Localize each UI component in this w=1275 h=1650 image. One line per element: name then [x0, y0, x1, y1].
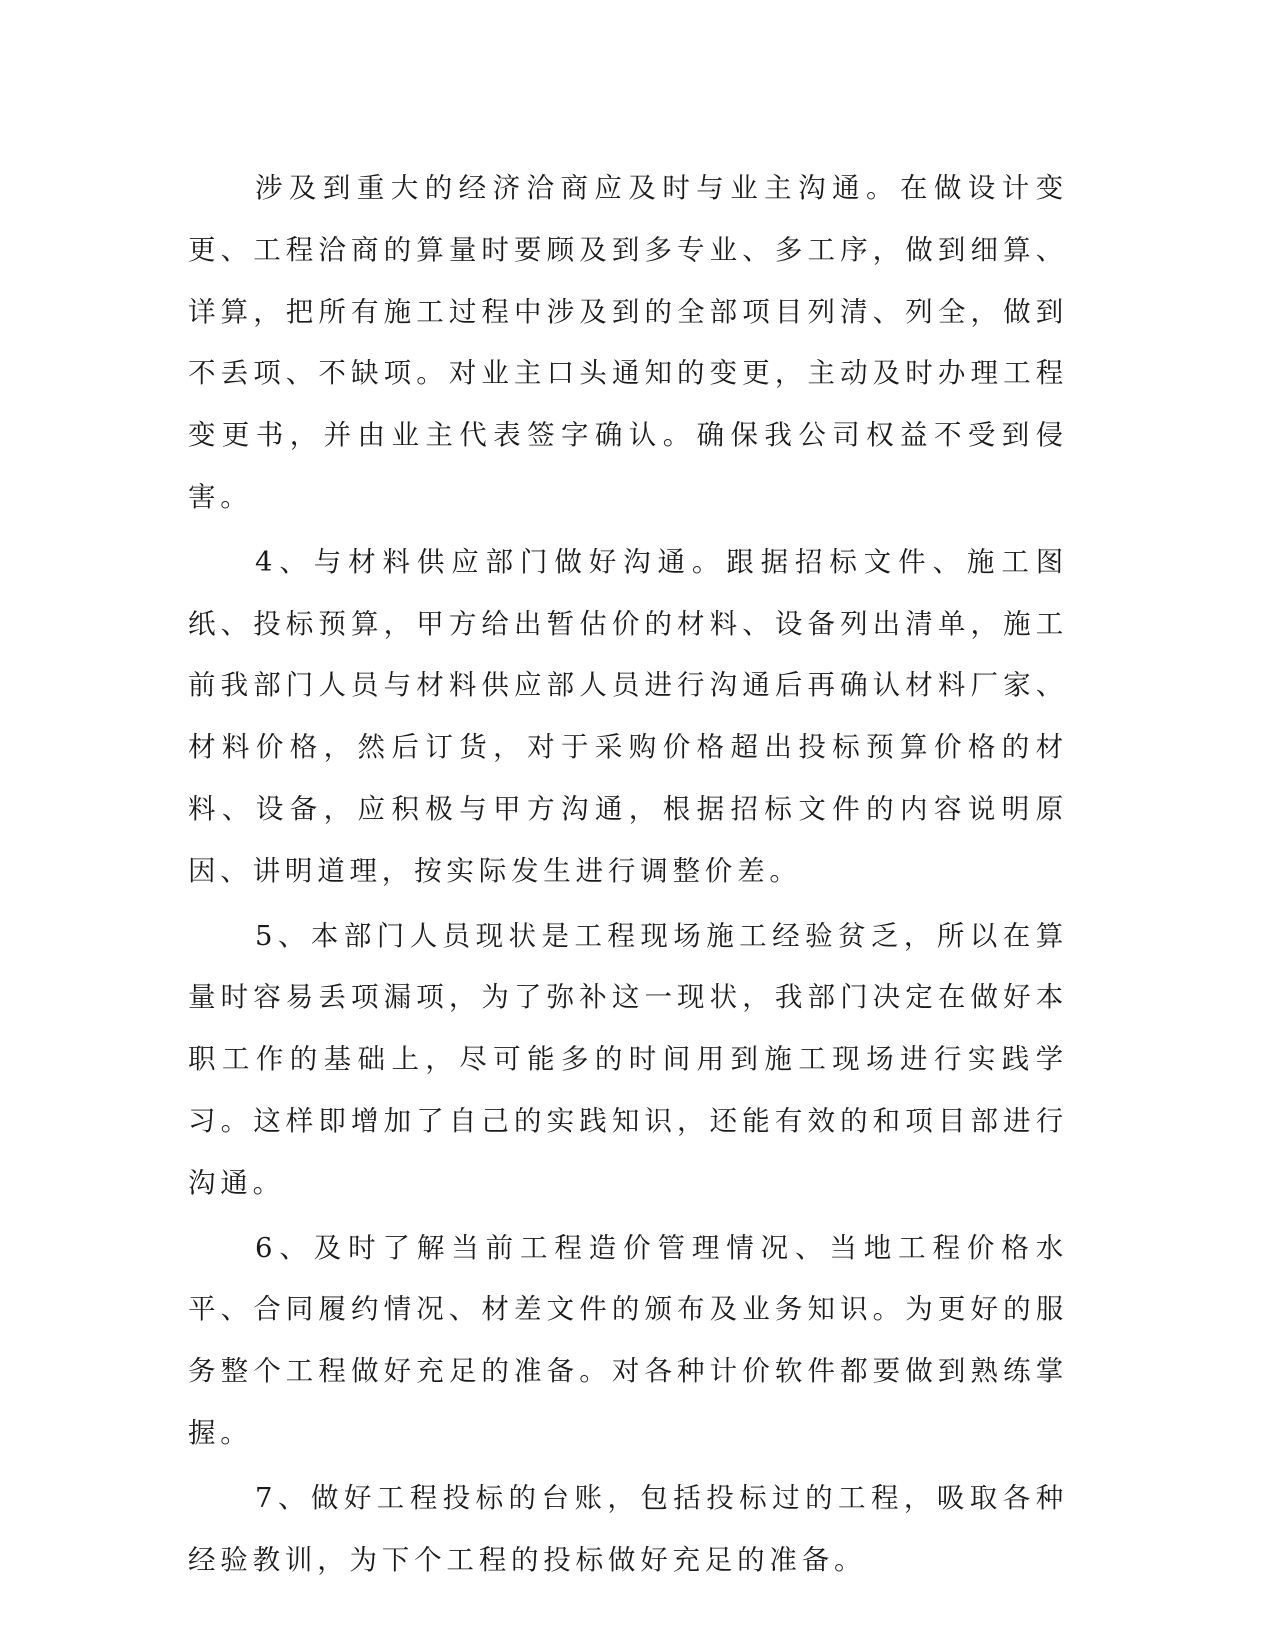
document-body	[188, 158, 1068, 1594]
paragraph-item-4: 4、与材料供应部门做好沟通。跟据招标文件、施工图纸、投标预算，甲方给出暂估价的材料、设备列出清单，施工前我部门人员与材料供应部人员进行沟通后再确认材料厂家、材料价格，然后订货，对于采购价格超出投标预算价格的材料、设备，应积极与甲方沟通，根据招标文件的内容说明原因、讲明道理，按实际发生进行调整价差。	[188, 545, 1068, 887]
paragraph-continuation: 涉及到重大的经济洽商应及时与业主沟通。在做设计变更、工程洽商的算量时要顾及到多专业、多工序，做到细算、详算，把所有施工过程中涉及到的全部项目列清、列全，做到不丢项、不缺项。对业主口头通知的变更，主动及时办理工程变更书，并由业主代表签字确认。确保我公司权益不受到侵害。	[188, 172, 1068, 513]
paragraph-item-6: 6、及时了解当前工程造价管理情况、当地工程价格水平、合同履约情况、材差文件的颁布及业务知识。为更好的服务整个工程做好充足的准备。对各种计价软件都要做到熟练掌握。	[188, 1231, 1068, 1449]
paragraph-item-5: 5、本部门人员现状是工程现场施工经验贫乏，所以在算量时容易丢项漏项，为了弥补这一现状，我部门决定在做好本职工作的基础上，尽可能多的时间用到施工现场进行实践学习。这样即增加了自己的实践知识，还能有效的和项目部进行沟通。	[188, 919, 1068, 1199]
paragraph-item-7: 7、做好工程投标的台账，包括投标过的工程，吸取各种经验教训，为下个工程的投标做好充足的准备。	[188, 1481, 1068, 1576]
